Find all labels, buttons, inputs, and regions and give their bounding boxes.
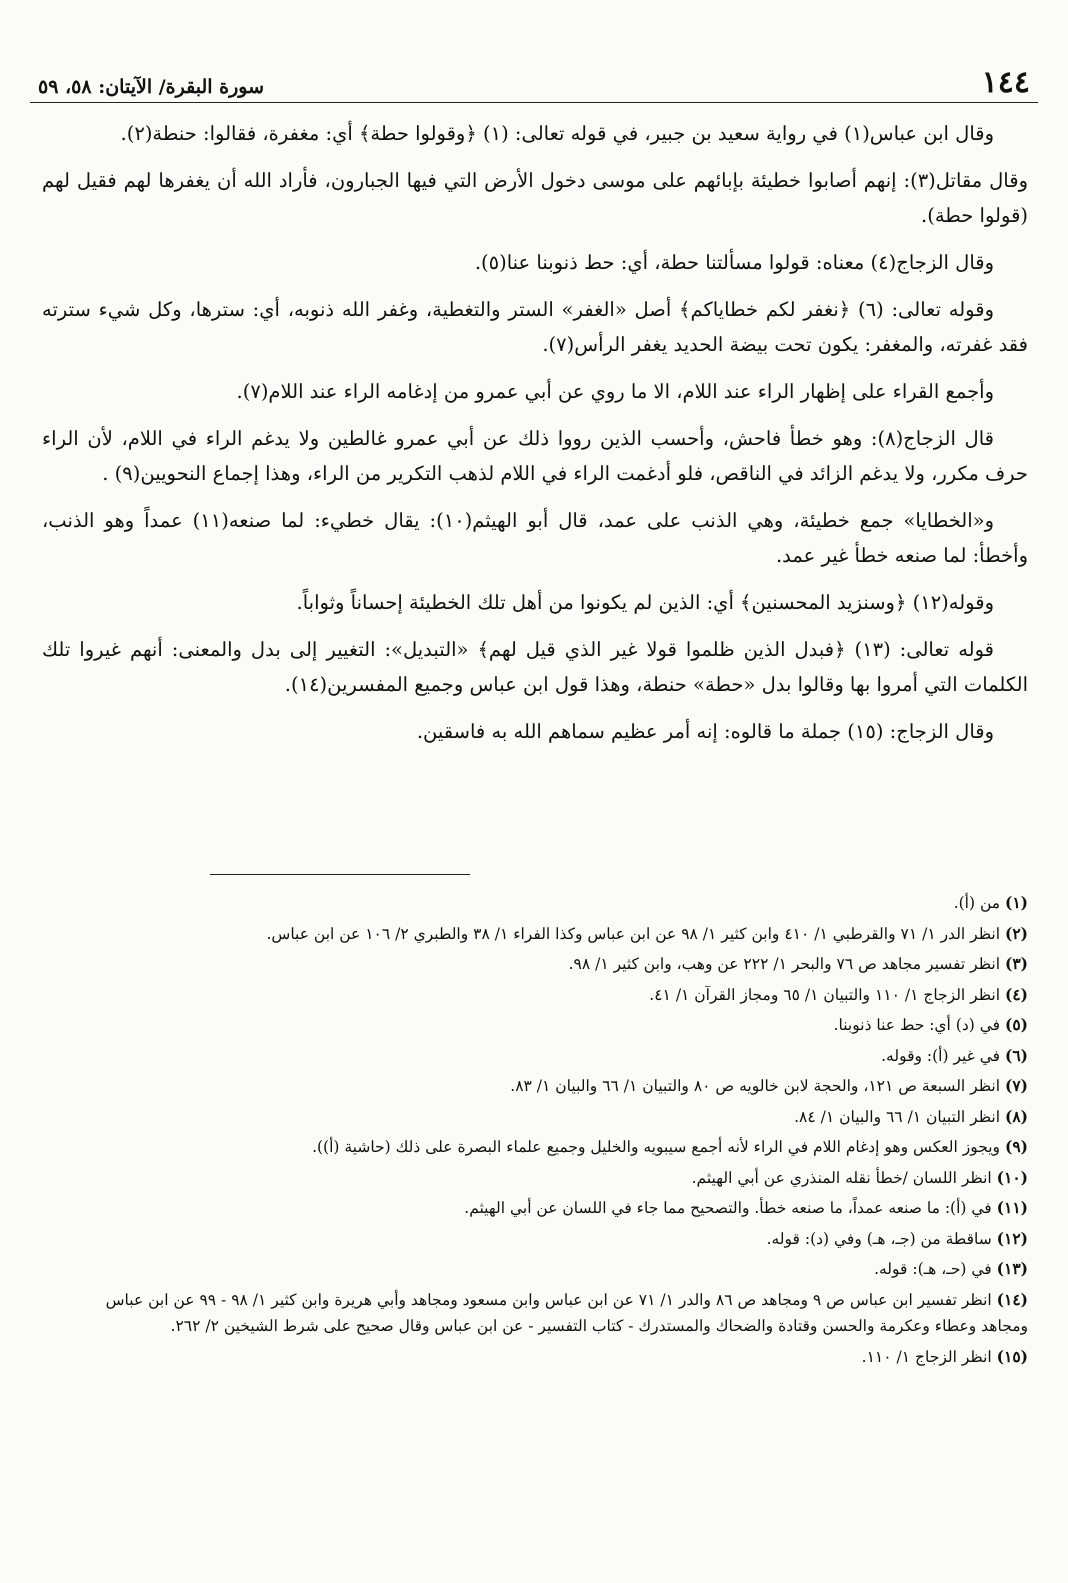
footnote-text: ويجوز العكس وهو إدغام اللام في الراء لأنه أجمع سيبويه والخليل وجميع علماء البصرة على ذلك (حاشية (أ)). [312, 1138, 1001, 1156]
footnote-number: (١٤) [996, 1289, 1028, 1309]
paragraph-text: قال الزجاج(٨): وهو خطأ فاحش، وأحسب الذين رووا ذلك عن أبي عمرو غالطين ولا يدغم الراء في اللام، لأن الراء حرف مكرر، ولا يدغم الزائد في الناقص، فلو أدغمت الراء في اللام لذهب التكرير من الراء، وهذا إجماع النحويين(٩) . [42, 427, 1028, 485]
paragraph-text: وقال الزجاج: (١٥) جملة ما قالوه: إنه أمر عظيم سماهم الله به فاسقين. [416, 720, 994, 743]
surah-title: سورة البقرة/ الآيتان: ٥٨، ٥٩ [38, 76, 264, 98]
footnote-text: في (حـ، هـ): قوله. [874, 1260, 992, 1278]
footnote-text: انظر الزجاج ١/ ١١٠ والتبيان ١/ ٦٥ ومجاز القرآن ١/ ٤١. [649, 985, 1001, 1004]
footnote [78, 1134, 1028, 1161]
footnote-text: في غير (أ): وقوله. [881, 1046, 1001, 1065]
footnote-number: (٩) [1004, 1137, 1028, 1156]
paragraph [42, 585, 1028, 620]
footnote-text: في (أ): ما صنعه عمداً، ما صنعه خطأ. والتصحيح مما جاء في اللسان عن أبي الهيثم. [464, 1199, 992, 1217]
footnote-text: انظر الدر ١/ ٧١ والقرطبي ١/ ٤١٠ وابن كثير ١/ ٩٨ عن ابن عباس وكذا الفراء ١/ ٣٨ والطبري ٢/ ١٠٦ عن ابن عباس. [266, 924, 1001, 943]
paragraph [42, 421, 1028, 491]
footnote-number: (٣) [1004, 954, 1028, 973]
main-text [42, 116, 1028, 761]
footnote-text: انظر تفسير ابن عباس ص ٩ ومجاهد ص ٨٦ والدر ١/ ٧١ عن ابن عباس وابن مسعود ومجاهد وأبي هريرة وابن كثير ١/ ٩٨ - ٩٩ عن ابن عباس ومجاهد وعطاء وعكرمة والحسن وقتادة والضحاك والمستدرك - كتاب التفسير - عن ابن عباس وقال صحيح على شرط الشيخين ٢/ ٢٦٢. [105, 1290, 1028, 1335]
paragraph [42, 503, 1028, 573]
paragraph-text: وقوله(١٢) ﴿وسنزيد المحسنين﴾ أي: الذين لم يكونوا من أهل تلك الخطيئة إحساناً وثواباً. [296, 591, 994, 614]
paragraph-text: وقال الزجاج(٤) معناه: قولوا مسألتنا حطة، أي: حط ذنوبنا عنا(٥). [474, 251, 994, 274]
paragraph-text: و«الخطايا» جمع خطيئة، وهي الذنب على عمد، قال أبو الهيثم(١٠): يقال خطيء: لما صنعه(١١) عمداً وهو الذنب، وأخطأ: لما صنعه خطأ غير عمد. [42, 509, 1028, 567]
paragraph [42, 714, 1028, 749]
footnote-number: (٥) [1004, 1015, 1028, 1034]
footnote-number: (١٠) [996, 1167, 1028, 1187]
paragraph-text: وأجمع القراء على إظهار الراء عند اللام، الا ما روي عن أبي عمرو من إدغامه الراء عند اللام(٧). [236, 380, 994, 403]
footnote-text: من (أ). [953, 894, 1001, 912]
footnote [78, 951, 1028, 978]
footnote [78, 1287, 1028, 1340]
paragraph [42, 374, 1028, 409]
footnote-number: (١٥) [996, 1346, 1028, 1366]
footnote-text: انظر اللسان /خطأ نقله المنذري عن أبي الهيثم. [691, 1168, 992, 1187]
paragraph [42, 632, 1028, 702]
footnote [78, 890, 1028, 917]
footnote-number: (٨) [1004, 1106, 1028, 1126]
paragraph [42, 245, 1028, 280]
footnote [78, 1073, 1028, 1100]
footnote [78, 1043, 1028, 1070]
paragraph-text: وقال مقاتل(٣): إنهم أصابوا خطيئة بإبائهم على موسى دخول الأرض التي فيها الجبارون، فأراد الله أن يغفرها لهم فقيل لهم (قولوا حطة). [42, 169, 1028, 227]
paragraph [42, 116, 1028, 151]
footnote [78, 1226, 1028, 1253]
footnote-text: ساقطة من (جـ، هـ) وفي (د): قوله. [766, 1229, 992, 1248]
footnote-text: انظر السبعة ص ١٢١، والحجة لابن خالويه ص ٨٠ والتبيان ١/ ٦٦ والبيان ١/ ٨٣. [510, 1077, 1001, 1095]
footnote-number: (١٢) [996, 1228, 1028, 1248]
footnote-text: في (د) أي: حط عنا ذنوبنا. [833, 1016, 1001, 1034]
paragraph-text: وقال ابن عباس(١) في رواية سعيد بن جبير، في قوله تعالى: (١) ﴿وقولوا حطة﴾ أي: مغفرة، فقالوا: حنطة(٢). [120, 122, 994, 145]
footnote [78, 1165, 1028, 1192]
footnote-number: (٤) [1004, 984, 1028, 1004]
footnote-number: (١١) [996, 1198, 1028, 1217]
footnote-text: انظر الزجاج ١/ ١١٠. [861, 1347, 992, 1366]
footnote [78, 921, 1028, 948]
footnote [78, 1344, 1028, 1371]
footnote-number: (٧) [1004, 1076, 1028, 1095]
footnote [78, 1012, 1028, 1039]
page-number: ١٤٤ [981, 65, 1030, 100]
paragraph [42, 292, 1028, 362]
paragraph [42, 163, 1028, 233]
footnote-number: (١٣) [996, 1259, 1028, 1278]
running-header [30, 62, 1038, 103]
footnote-number: (٦) [1004, 1045, 1028, 1065]
book-page [30, 48, 1038, 1568]
footnote-text: انظر تفسير مجاهد ص ٧٦ والبحر ١/ ٢٢٢ عن وهب، وابن كثير ١/ ٩٨. [568, 955, 1001, 973]
footnote-divider [210, 874, 470, 875]
footnotes [78, 890, 1028, 1374]
footnote-number: (٢) [1004, 923, 1028, 943]
footnote-number: (١) [1004, 893, 1028, 912]
paragraph-text: وقوله تعالى: (٦) ﴿نغفر لكم خطاياكم﴾ أصل «الغفر» الستر والتغطية، وغفر الله ذنوبه، أي: سترها، وكل شيء سترته فقد غفرته، والمغفر: يكون تحت بيضة الحديد يغفر الرأس(٧). [42, 298, 1028, 356]
footnote [78, 1256, 1028, 1283]
footnote [78, 982, 1028, 1009]
paragraph-text: قوله تعالى: (١٣) ﴿فبدل الذين ظلموا قولا غير الذي قيل لهم﴾ «التبديل»: التغيير إلى بدل والمعنى: أنهم غيروا تلك الكلمات التي أمروا بها وقالوا بدل «حطة» حنطة، وهذا قول ابن عباس وجميع المفسرين(١٤). [42, 638, 1028, 696]
footnote [78, 1195, 1028, 1222]
footnote-text: انظر التبيان ١/ ٦٦ والبيان ١/ ٨٤. [794, 1107, 1001, 1126]
footnote [78, 1104, 1028, 1131]
